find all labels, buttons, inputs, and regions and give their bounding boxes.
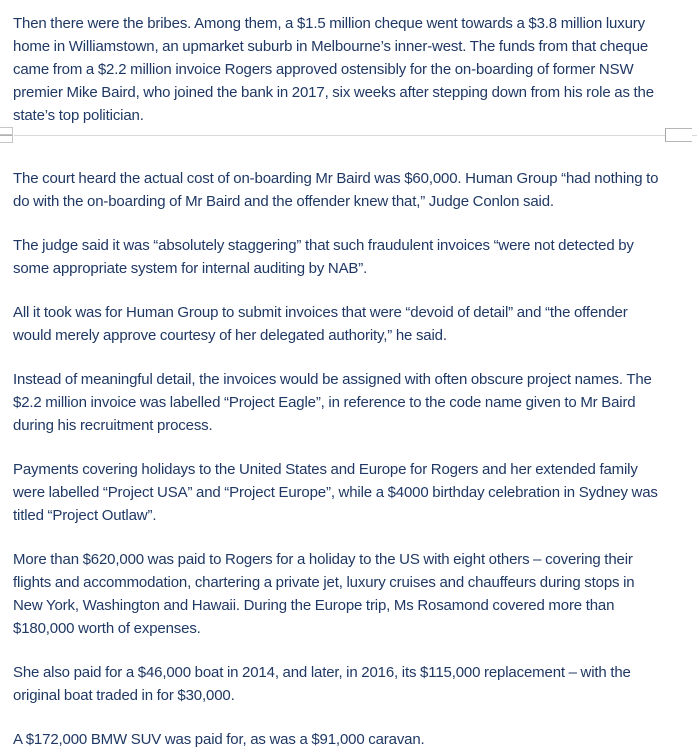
- page-break-line: [0, 135, 697, 136]
- document-paragraph[interactable]: The court heard the actual cost of on-boarding Mr Baird was $60,000. Human Group “had nothing to do with the on-boarding of Mr Baird and the offender knew that,” Judge Conlon said.: [13, 170, 659, 210]
- page-corner-left-icon: [0, 127, 14, 144]
- document-paragraph[interactable]: Instead of meaningful detail, the invoices would be assigned with often obscure project names. The $2.2 million invoice was labelled “Project Eagle”, in reference to the code name given to Mr Baird during his recruitment process.: [13, 371, 652, 434]
- document-paragraph[interactable]: All it took was for Human Group to submit invoices that were “devoid of detail” and “the offender would merely approve courtesy of her delegated authority,” he said.: [13, 304, 628, 344]
- document-paragraph[interactable]: She also paid for a $46,000 boat in 2014, and later, in 2016, its $115,000 replacement – with the original boat traded in for $30,000.: [13, 664, 631, 704]
- document-paragraph[interactable]: More than $620,000 was paid to Rogers for a holiday to the US with eight others – covering their flights and accommodation, chartering a private jet, luxury cruises and chauffeurs during stops in New York, Washington and Hawaii. During the Europe trip, Ms Rosamond covered more than $180,000 worth of expenses.: [13, 551, 635, 637]
- page-break-boundary[interactable]: [0, 127, 697, 145]
- document-paragraph[interactable]: The judge said it was “absolutely staggering” that such fraudulent invoices “were not detected by some appropriate system for internal auditing by NAB”.: [13, 237, 634, 277]
- document-paragraph[interactable]: A $172,000 BMW SUV was paid for, as was a $91,000 caravan.: [13, 731, 425, 748]
- document-paragraph[interactable]: Payments covering holidays to the United States and Europe for Rogers and her extended family were labelled “Project USA” and “Project Europe”, while a $4000 birthday celebration in Sydney was titled “Project Outlaw”.: [13, 461, 658, 524]
- page-corner-right-icon: [665, 128, 692, 142]
- document-paragraph[interactable]: Then there were the bribes. Among them, a $1.5 million cheque went towards a $3.8 million luxury home in Williamstown, an upmarket suburb in Melbourne’s inner-west. The funds from that cheque came from a $2.2 million invoice Rogers approved ostensibly for the on-boarding of former NSW premier Mike Baird, who joined the bank in 2017, six weeks after stepping down from his role as the state’s top politician.: [13, 15, 654, 124]
